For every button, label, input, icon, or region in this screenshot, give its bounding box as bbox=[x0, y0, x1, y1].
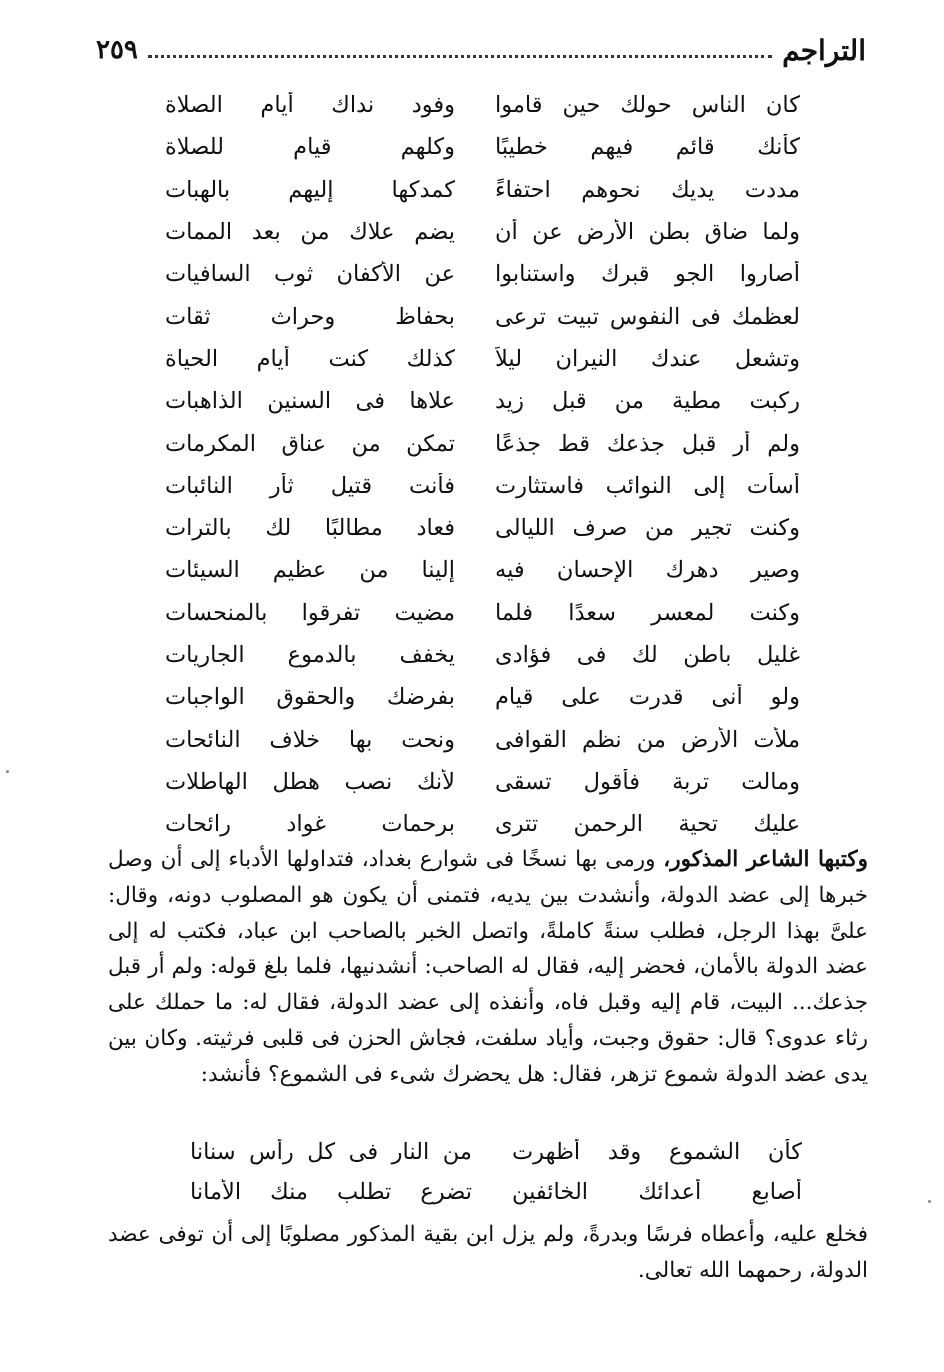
second-hemistich: ونحت بها خلاف النائحات bbox=[165, 726, 455, 753]
second-hemistich: كذلك كنت أيام الحياة bbox=[165, 345, 455, 372]
second-hemistich: كمدكها إليهم بالهبات bbox=[165, 176, 455, 203]
first-hemistich: ملأت الأرض من نظم القوافى bbox=[495, 726, 800, 753]
page-header bbox=[96, 28, 866, 72]
dotted-leader bbox=[148, 55, 772, 58]
verse-line bbox=[165, 803, 800, 845]
first-hemistich: كان الناس حولك حين قاموا bbox=[495, 92, 800, 119]
narrative-paragraph bbox=[108, 842, 868, 1093]
first-hemistich: مددت يديك نحوهم احتفاءً bbox=[495, 176, 800, 203]
first-hemistich: وكنت لمعسر سعدًا فلما bbox=[495, 599, 800, 626]
verse-line bbox=[165, 253, 800, 295]
second-hemistich: بحفاظ وحراث ثقات bbox=[165, 303, 455, 330]
closing-paragraph bbox=[108, 1217, 868, 1289]
first-hemistich: وتشعل عندك النيران ليلاً bbox=[495, 345, 800, 372]
verse-line bbox=[165, 507, 800, 549]
first-hemistich: غليل باطن لك فى فؤادى bbox=[495, 642, 800, 668]
verse-line bbox=[190, 1132, 802, 1172]
narrative-lead: وكتبها الشاعر المذكور، bbox=[663, 847, 868, 872]
second-hemistich: يخفف بالدموع الجاريات bbox=[165, 642, 455, 668]
first-hemistich: ركبت مطية من قبل زيد bbox=[495, 388, 800, 415]
verse-line bbox=[165, 761, 800, 803]
verse-line bbox=[165, 422, 800, 464]
second-hemistich: مضيت تفرقوا بالمنحسات bbox=[165, 599, 455, 626]
second-hemistich: من النار فى كل رأس سنانا bbox=[190, 1139, 472, 1165]
verse-line bbox=[190, 1172, 802, 1212]
narrative-text: ورمى بها نسخًا فى شوارع بغداد، فتداولها الأدباء إلى أن وصل خبرها إلى عضد الدولة، وأنشدت بين يديه، فتمنى أن يكون هو المصلوب دونه، وقال: علىَّ بهذا الرجل، فطلب سنةً كاملةً، واتصل الخبر بالصاحب ابن عباد، فكتب له إلى عضد الدولة بالأمان، فحضر إليه، فقال له الصاحب: أنشدنيها، فلما بلغ قوله: ولم أر قبل جذعك... البيت، قام إليه وقبل فاه، وأنفذه إلى عضد الدولة، فقال له: ما حملك على رثاء عدوى؟ قال: حقوق وجبت، وأياد سلفت، فجاش الحزن فى قلبى فرثيته. وكان بين يدى عضد الدولة شموع تزهر، فقال: هل يحضرك شىء فى الشموع؟ فأنشد: bbox=[108, 847, 868, 1087]
second-hemistich: إلينا من عظيم السيئات bbox=[165, 557, 455, 584]
verse-line bbox=[165, 169, 800, 211]
second-hemistich: تمكن من عناق المكرمات bbox=[165, 430, 455, 457]
first-hemistich: وصير دهرك الإحسان فيه bbox=[495, 557, 800, 584]
verse-line bbox=[165, 295, 800, 337]
first-hemistich: ولما ضاق بطن الأرض عن أن bbox=[495, 219, 800, 246]
candles-poem bbox=[190, 1132, 802, 1212]
second-hemistich: علاها فى السنين الذاهبات bbox=[165, 388, 455, 415]
verse-line bbox=[165, 338, 800, 380]
running-title: التراجم bbox=[782, 33, 866, 67]
second-hemistich: فأنت قتيل ثأر النائبات bbox=[165, 472, 455, 499]
first-hemistich: عليك تحية الرحمن تترى bbox=[495, 811, 800, 838]
second-hemistich: وفود نداك أيام الصلاة bbox=[165, 92, 455, 119]
verse-line bbox=[165, 592, 800, 634]
first-hemistich: لعظمك فى النفوس تبيت ترعى bbox=[495, 303, 800, 330]
first-hemistich: أصاروا الجو قبرك واستنابوا bbox=[495, 261, 800, 288]
second-hemistich: وكلهم قيام للصلاة bbox=[165, 134, 455, 161]
first-hemistich: ولو أنى قدرت على قيام bbox=[495, 684, 800, 711]
first-hemistich: كأنك قائم فيهم خطيبًا bbox=[495, 134, 800, 161]
second-hemistich: عن الأكفان ثوب السافيات bbox=[165, 261, 455, 288]
verse-line bbox=[165, 126, 800, 168]
page-number: ٢٥٩ bbox=[96, 35, 138, 65]
verse-line bbox=[165, 676, 800, 718]
second-hemistich: بفرضك والحقوق الواجبات bbox=[165, 684, 455, 711]
verse-line bbox=[165, 549, 800, 591]
verse-line bbox=[165, 718, 800, 760]
second-hemistich: لأنك نصب هطل الهاطلات bbox=[165, 768, 455, 795]
first-hemistich: ولم أر قبل جذعك قط جذعًا bbox=[495, 430, 800, 457]
first-hemistich: أسأت إلى النوائب فاستثارت bbox=[495, 472, 800, 499]
first-hemistich: كأن الشموع وقد أظهرت bbox=[512, 1139, 802, 1165]
verse-line bbox=[165, 211, 800, 253]
first-hemistich: ومالت تربة فأقول تسقى bbox=[495, 768, 800, 795]
verse-line bbox=[165, 634, 800, 676]
verse-line bbox=[165, 465, 800, 507]
verse-line bbox=[165, 380, 800, 422]
first-hemistich: وكنت تجير من صرف الليالى bbox=[495, 515, 800, 542]
second-hemistich: تضرع تطلب منك الأمانا bbox=[190, 1179, 472, 1205]
margin-speck bbox=[928, 1200, 931, 1203]
margin-speck bbox=[6, 770, 9, 773]
first-hemistich: أصابع أعدائك الخائفين bbox=[512, 1179, 802, 1205]
elegy-poem bbox=[165, 84, 800, 845]
second-hemistich: يضم علاك من بعد الممات bbox=[165, 219, 455, 246]
second-hemistich: برحمات غواد رائحات bbox=[165, 811, 455, 838]
closing-text: فخلع عليه، وأعطاه فرسًا وبدرةً، ولم يزل ابن بقية المذكور مصلوبًا إلى أن توفى عضد الدولة، رحمهما الله تعالى. bbox=[108, 1222, 868, 1283]
second-hemistich: فعاد مطالبًا لك بالترات bbox=[165, 515, 455, 542]
verse-line bbox=[165, 84, 800, 126]
